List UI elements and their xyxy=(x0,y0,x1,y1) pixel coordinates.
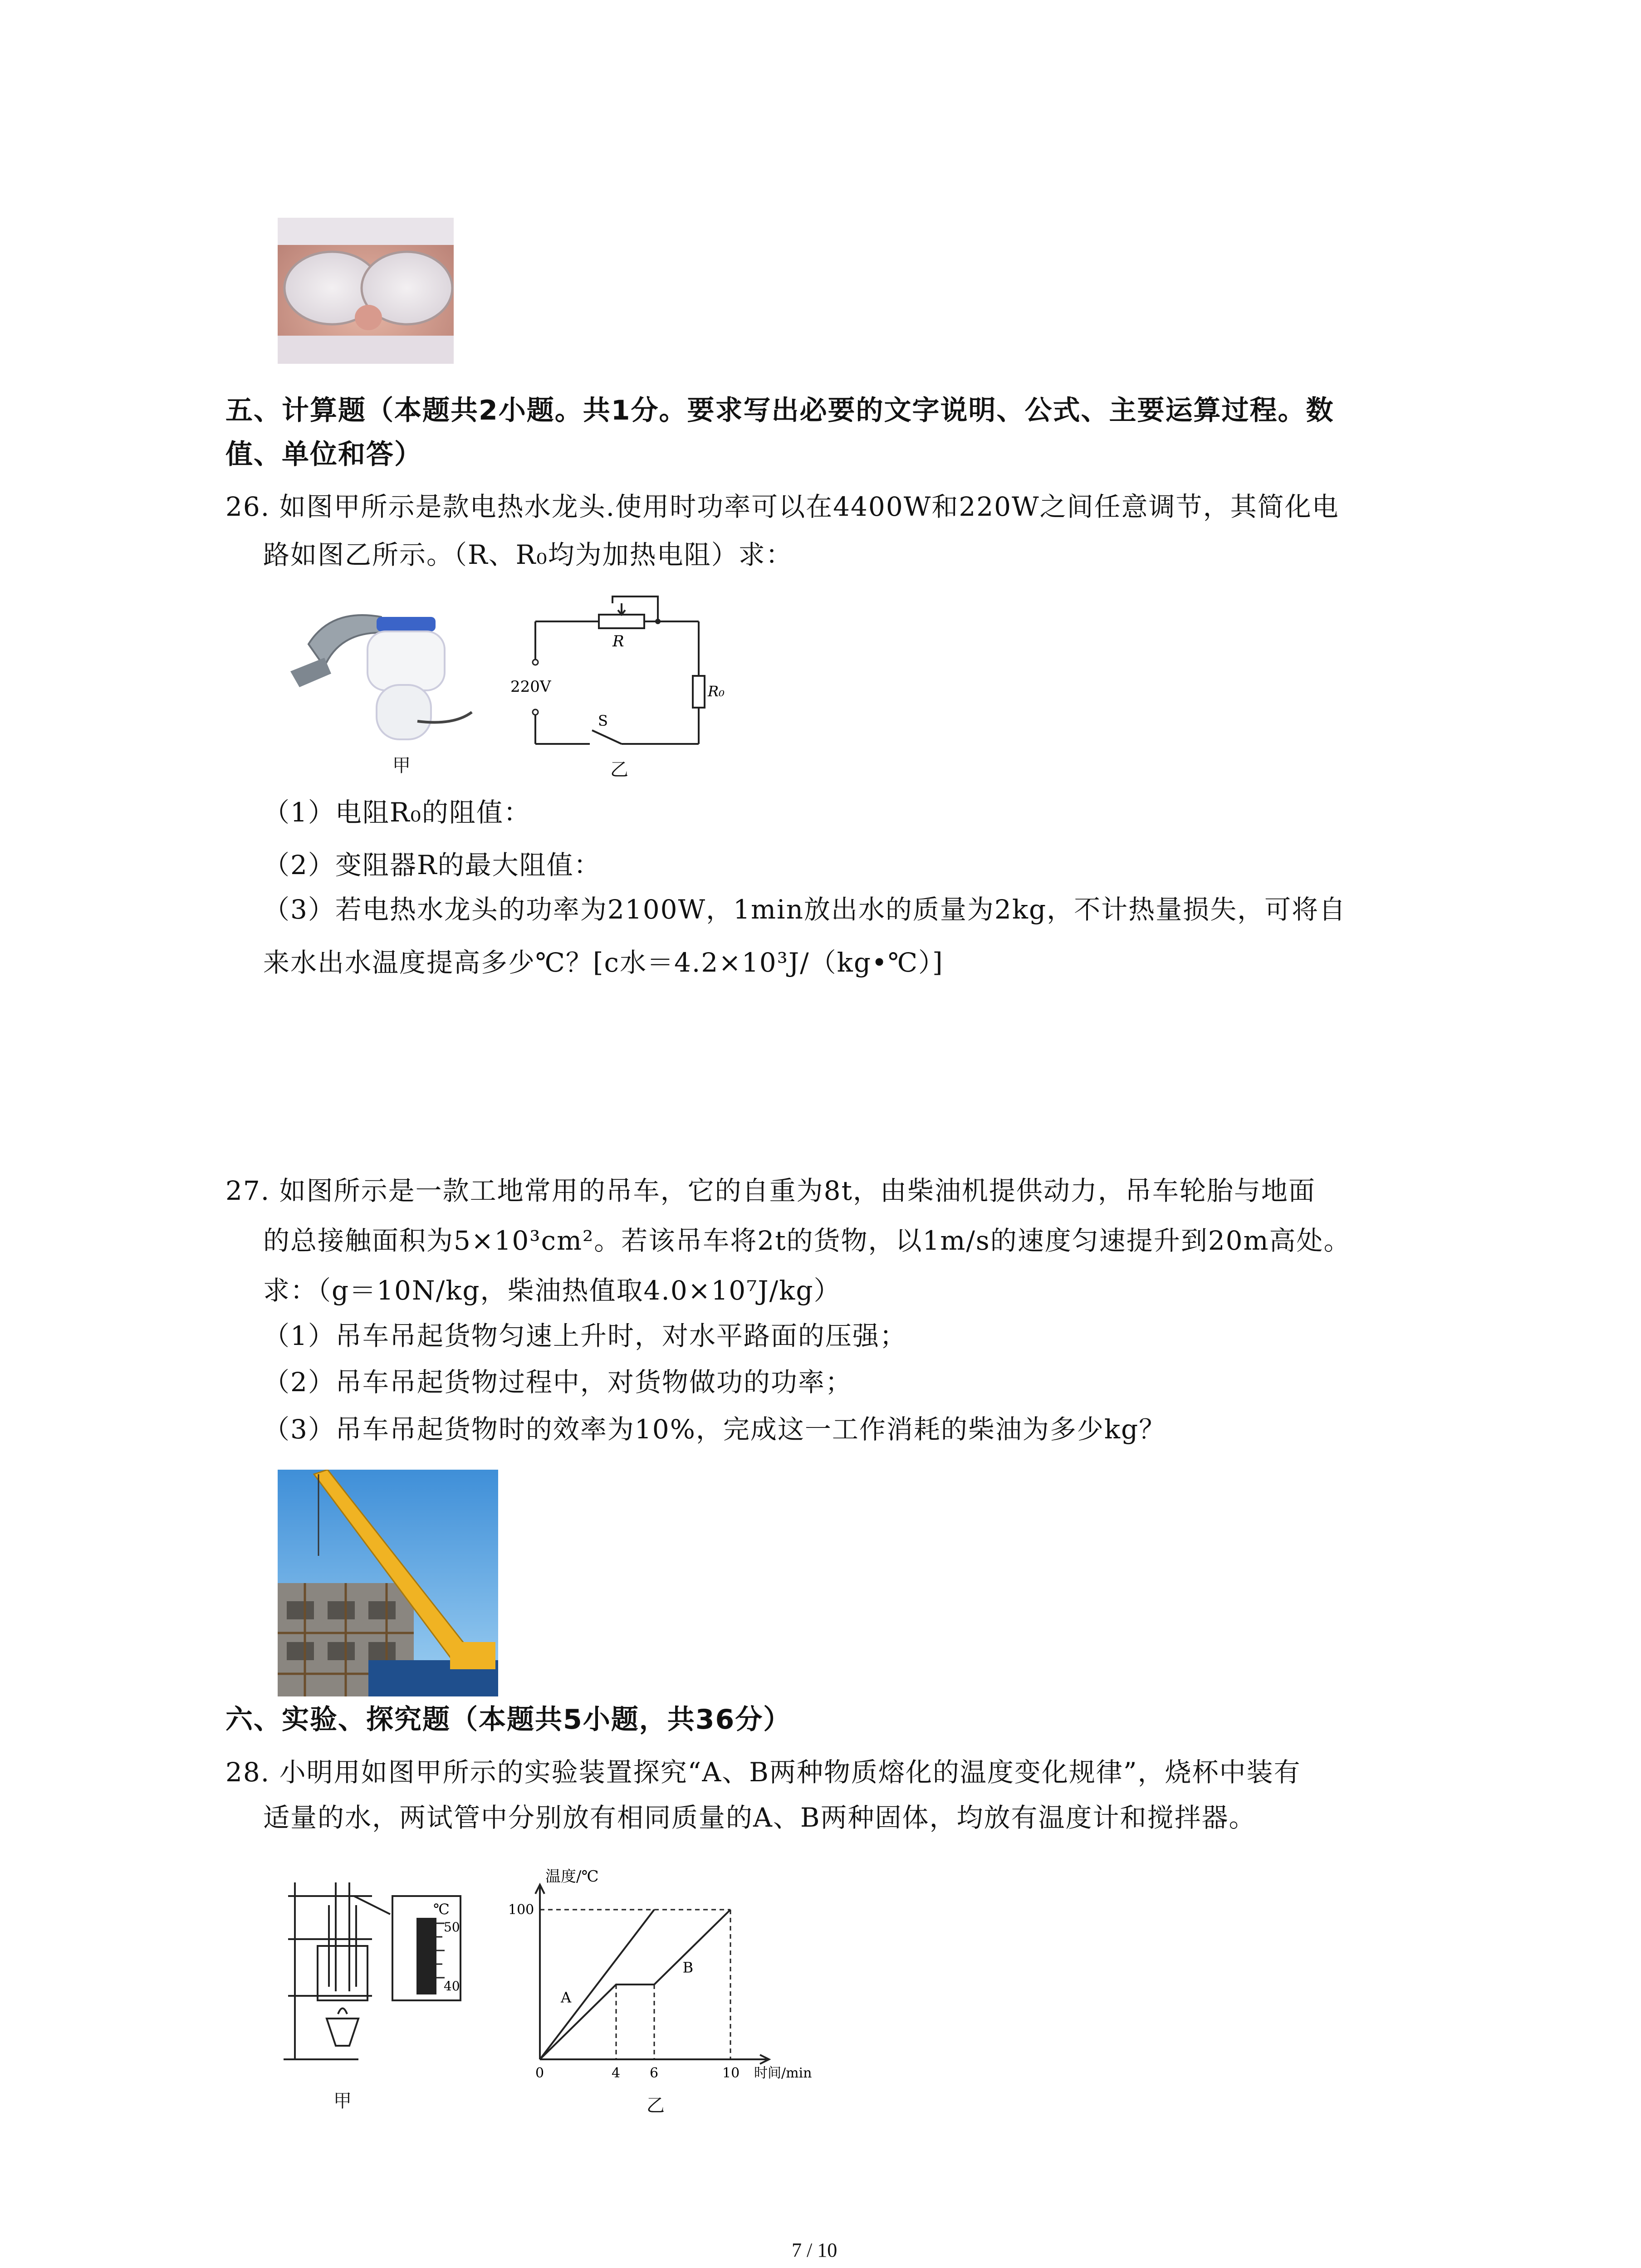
q27-sub2: （2）吊车吊起货物过程中，对货物做功的功率； xyxy=(263,1367,852,1398)
q28-fig-label-b: 乙 xyxy=(647,2095,665,2116)
x-tick-6: 6 xyxy=(650,2065,659,2081)
x-tick-4: 4 xyxy=(612,2065,621,2081)
section5-title-line2: 值、单位和答） xyxy=(225,439,422,470)
q28-line2: 适量的水，两试管中分别放有相同质量的A、B两种固体，均放有温度计和搅拌器。 xyxy=(263,1802,1256,1833)
circuit-r-label: R xyxy=(612,632,624,650)
circuit-voltage-label: 220V xyxy=(510,678,551,696)
x-axis-label: 时间/min xyxy=(754,2065,812,2081)
temperature-chart xyxy=(504,1869,830,2091)
series-label-B: B xyxy=(682,1959,694,1976)
series-label-A: A xyxy=(561,1989,572,2006)
thermometer-50: 50 xyxy=(444,1920,460,1935)
q27-line1: 27. 如图所示是一款工地常用的吊车，它的自重为8t，由柴油机提供动力，吊车轮胎与地面 xyxy=(225,1175,1316,1206)
circuit-r0-label: R₀ xyxy=(708,683,725,700)
q26-fig-label-a: 甲 xyxy=(392,755,411,776)
q27-sub1: （1）吊车吊起货物匀速上升时，对水平路面的压强； xyxy=(263,1320,907,1351)
page-number: 7 / 10 xyxy=(792,2239,838,2261)
y-tick-100: 100 xyxy=(508,1902,534,1918)
q26-sub1: （1）电阻R₀的阻值： xyxy=(263,797,531,828)
q28-fig-label-a: 甲 xyxy=(333,2091,352,2112)
q26-fig-label-b: 乙 xyxy=(610,759,628,780)
fogged-glasses-photo xyxy=(278,218,454,364)
faucet-figure xyxy=(281,590,481,748)
circuit-diagram xyxy=(508,594,744,758)
series-line-B xyxy=(540,1910,730,2059)
circuit-switch-label: S xyxy=(598,712,608,729)
q26-sub3-line2: 来水出水温度提高多少℃？[c水＝4.2×10³J/（kg•℃）] xyxy=(263,947,944,978)
y-axis-label: 温度/℃ xyxy=(545,1869,599,1886)
thermometer-40: 40 xyxy=(444,1979,460,1994)
q27-line2: 的总接触面积为5×10³cm²。若该吊车将2t的货物，以1m/s的速度匀速提升到20m高处。 xyxy=(263,1225,1351,1256)
q27-sub3: （3）吊车吊起货物时的效率为10%，完成这一工作消耗的柴油为多少kg？ xyxy=(263,1414,1166,1445)
crane-photo xyxy=(278,1470,498,1696)
q26-sub2: （2）变阻器R的最大阻值： xyxy=(263,850,601,880)
section5-title-line1: 五、计算题（本题共2小题。共1分。要求写出必要的文字说明、公式、主要运算过程。数 xyxy=(225,395,1334,426)
q26-line2: 路如图乙所示。（R、R₀均为加热电阻）求： xyxy=(263,539,793,570)
x-tick-10: 10 xyxy=(722,2065,740,2081)
q28-line1: 28. 小明用如图甲所示的实验装置探究“A、B两种物质熔化的温度变化规律”，烧杯中装有 xyxy=(225,1757,1301,1788)
x-tick-0: 0 xyxy=(535,2065,544,2081)
q27-line3: 求：（g＝10N/kg，柴油热值取4.0×10⁷J/kg） xyxy=(263,1275,841,1306)
q26-sub3-line1: （3）若电热水龙头的功率为2100W，1min放出水的质量为2kg，不计热量损失，可将自 xyxy=(263,894,1347,925)
apparatus-figure xyxy=(281,1878,490,2082)
section6-title: 六、实验、探究题（本题共5小题，共36分） xyxy=(225,1704,792,1735)
q26-line1: 26. 如图甲所示是款电热水龙头.使用时功率可以在4400W和220W之间任意调节，其简化电 xyxy=(225,491,1339,522)
thermometer-unit: ℃ xyxy=(433,1901,450,1918)
